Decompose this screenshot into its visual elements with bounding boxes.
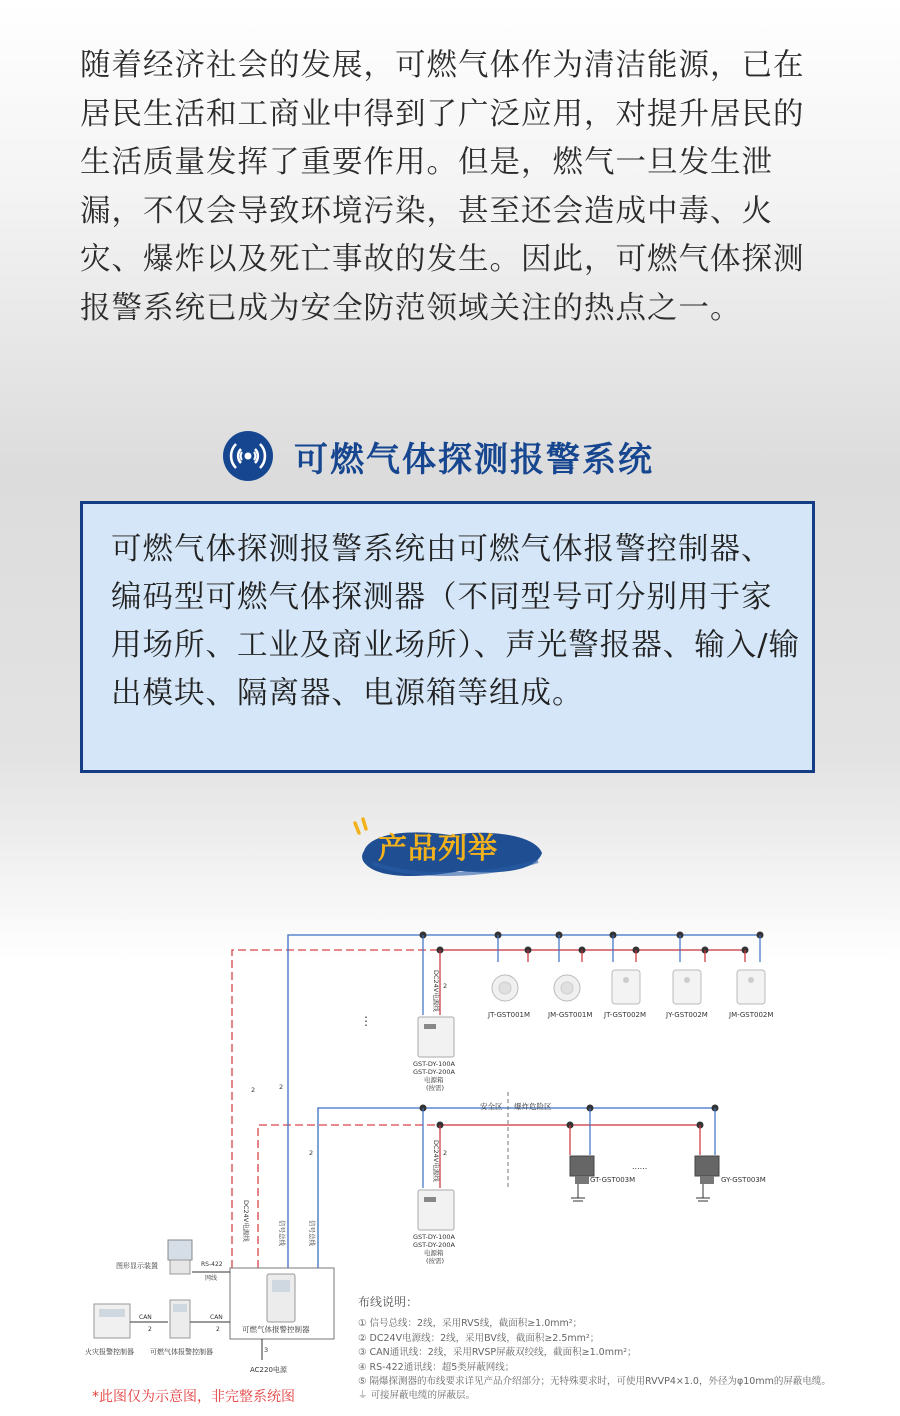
- num-label: 2: [309, 1149, 314, 1157]
- wiring-note: ③ CAN通讯线：2线，采用RVSP屏蔽双绞线，截面积≥1.0mm²；: [358, 1347, 637, 1359]
- svg-text:可燃气体报警控制器: 可燃气体报警控制器: [150, 1348, 213, 1356]
- intro-paragraph: 随着经济社会的发展，可燃气体作为清洁能源，已在居民生活和工商业中得到了广泛应用，对提升居民的生活质量发挥了重要作用。但是，燃气一旦发生泄漏，不仅会导致环境污染，甚至还会造成中毒、火灾、爆炸以及死亡事故的发生。因此，可燃气体探测报警系统已成为安全防范领域关注的热点之一。: [80, 48, 805, 326]
- vertical-bus-label-2: 信号总线: [308, 1220, 316, 1246]
- net-cable-label: 网线: [205, 1275, 218, 1282]
- svg-text:可燃气体报警控制器: 可燃气体报警控制器: [242, 1325, 310, 1334]
- svg-text:GST-DY-100A: GST-DY-100A: [413, 1233, 455, 1241]
- info-box-text: 可燃气体探测报警系统由可燃气体报警控制器、编码型可燃气体探测器（不同型号可分别用于家用场所、工业及商业场所）、声光警报器、输入/输出模块、隔离器、电源箱等组成。: [111, 532, 801, 711]
- num-label: 2: [216, 1326, 220, 1333]
- num-label: 2: [279, 1083, 284, 1091]
- svg-text:GT-GST003M: GT-GST003M: [590, 1176, 636, 1184]
- gas-alarm-controller-small: [150, 1300, 213, 1356]
- svg-text:电源箱: 电源箱: [424, 1076, 444, 1084]
- detector-jy-gst002m: [665, 970, 708, 1019]
- svg-text:电源箱: 电源箱: [424, 1249, 444, 1257]
- safe-zone-label: 安全区: [480, 1102, 503, 1111]
- num-label: 2: [148, 1326, 152, 1333]
- svg-text:GST-DY-100A: GST-DY-100A: [413, 1060, 455, 1068]
- section-title: 可燃气体探测报警系统: [294, 439, 654, 480]
- detector-jt-gst002m: [603, 970, 646, 1019]
- can-label-2: CAN: [210, 1314, 223, 1321]
- svg-text:JT-GST001M: JT-GST001M: [488, 1011, 531, 1019]
- svg-text:JT-GST002M: JT-GST002M: [604, 1011, 647, 1019]
- num-label: 2: [443, 982, 448, 990]
- num-label: 3: [264, 1346, 269, 1354]
- info-box: [80, 501, 815, 773]
- wiring-notes-title: 布线说明：: [358, 1295, 419, 1309]
- fire-alarm-controller: [85, 1304, 134, 1356]
- num-label: 2: [443, 1149, 448, 1157]
- detector-jm-gst002m: [728, 970, 773, 1019]
- num-label: 2: [251, 1086, 256, 1094]
- svg-text:GY-GST003M: GY-GST003M: [721, 1176, 766, 1184]
- section-heading: [222, 428, 654, 484]
- svg-text:JM-GST001M: JM-GST001M: [548, 1011, 593, 1019]
- power-box-1: [413, 1017, 455, 1092]
- dc-power-line-left: [232, 950, 440, 1268]
- svg-text:GST-DY-200A: GST-DY-200A: [413, 1068, 455, 1076]
- dc-label-1: DC24V电源线: [432, 970, 440, 1012]
- can-label-1: CAN: [139, 1314, 152, 1321]
- svg-text:火灾报警控制器: 火灾报警控制器: [85, 1348, 134, 1356]
- rs422-label: RS-422: [201, 1261, 223, 1268]
- svg-text:图形显示装置: 图形显示装置: [116, 1262, 158, 1270]
- wiring-note: ① 信号总线：2线，采用RVS线，截面积≥1.0mm²；: [358, 1318, 583, 1330]
- detector-gy-gst003m: [695, 1156, 766, 1201]
- vertical-dc-label: DC24V电源线: [242, 1200, 250, 1242]
- more-dots: ......: [632, 1162, 648, 1171]
- power-box-2: [413, 1190, 455, 1265]
- vertical-dots: ⋮: [360, 1014, 372, 1028]
- graphic-display-device: [116, 1240, 192, 1274]
- vertical-bus-label-1: 信号总线: [278, 1220, 286, 1246]
- disclaimer: *此图仅为示意图，非完整系统图: [92, 1389, 295, 1405]
- detector-gt-gst003m: [570, 1156, 635, 1201]
- wiring-note: ⏚ 可接屏蔽电缆的屏蔽层。: [358, 1390, 476, 1402]
- svg-text:GST-DY-200A: GST-DY-200A: [413, 1241, 455, 1249]
- wiring-note: ④ RS-422通讯线：超5类屏蔽网线；: [358, 1361, 515, 1373]
- svg-text:(按需): (按需): [426, 1084, 445, 1092]
- detector-jm-gst001m: [547, 975, 592, 1019]
- svg-text:JM-GST002M: JM-GST002M: [729, 1011, 774, 1019]
- product-title-text: 产品列举: [378, 831, 499, 865]
- danger-zone-label: 爆炸危险区: [514, 1102, 552, 1111]
- wiring-note: ⑤ 隔爆探测器的布线要求详见产品介绍部分；无特殊要求时，可使用RVVP4×1.0，外径为φ10mm的屏蔽电缆。: [358, 1376, 831, 1388]
- wiring-notes: [358, 1295, 878, 1404]
- ac220-label: AC220电源: [250, 1366, 287, 1374]
- signal-bus-mid: [318, 1108, 715, 1268]
- dc-label-2: DC24V电源线: [432, 1140, 440, 1182]
- svg-text:JY-GST002M: JY-GST002M: [666, 1011, 708, 1019]
- svg-text:(按需): (按需): [426, 1257, 445, 1265]
- detector-jt-gst001m: [487, 975, 530, 1019]
- wiring-note: ② DC24V电源线：2线，采用BV线，截面积≥2.5mm²；: [358, 1332, 600, 1344]
- sound-wave-icon: [222, 430, 274, 482]
